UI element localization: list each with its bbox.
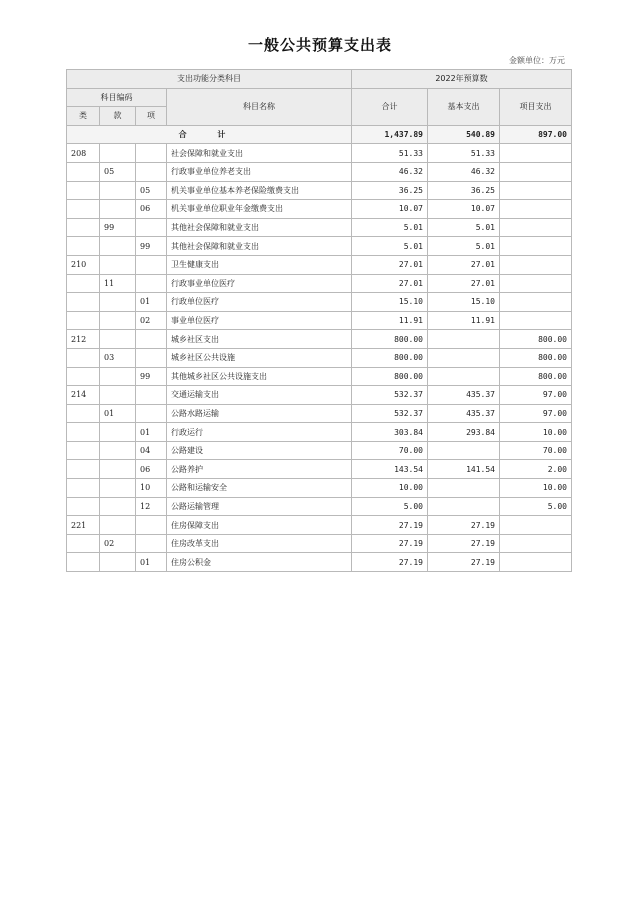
table-row: [67, 348, 572, 367]
cell-total: 27.01: [352, 274, 428, 293]
cell-lei: [67, 534, 100, 553]
cell-lei: [67, 200, 100, 219]
cell-project: 2.00: [500, 460, 572, 479]
cell-xiang: 04: [136, 441, 167, 460]
cell-xiang: 10: [136, 479, 167, 498]
table-body: [67, 125, 572, 571]
cell-name: 住房改革支出: [167, 534, 352, 553]
cell-name: 卫生健康支出: [167, 255, 352, 274]
cell-project: [500, 516, 572, 535]
cell-basic: 27.19: [428, 534, 500, 553]
cell-basic: 435.37: [428, 404, 500, 423]
cell-basic: 10.07: [428, 200, 500, 219]
table-row: [67, 516, 572, 535]
table-row: [67, 441, 572, 460]
cell-lei: 210: [67, 255, 100, 274]
cell-name: 行政单位医疗: [167, 293, 352, 312]
unit-label: 金额单位：万元: [509, 56, 565, 65]
table-row: [67, 497, 572, 516]
cell-basic: [428, 330, 500, 349]
cell-project: 800.00: [500, 348, 572, 367]
budget-table: [66, 69, 572, 572]
table-row: [67, 200, 572, 219]
header-kuan: 款: [100, 107, 136, 126]
cell-xiang: [136, 516, 167, 535]
cell-xiang: [136, 218, 167, 237]
cell-basic: 27.19: [428, 516, 500, 535]
cell-kuan: [100, 441, 136, 460]
cell-xiang: 99: [136, 367, 167, 386]
table-row: [67, 553, 572, 572]
cell-lei: [67, 497, 100, 516]
table-row: [67, 162, 572, 181]
cell-basic: [428, 348, 500, 367]
table-row: [67, 218, 572, 237]
cell-basic: 141.54: [428, 460, 500, 479]
cell-xiang: 05: [136, 181, 167, 200]
cell-kuan: [100, 497, 136, 516]
cell-project: [500, 255, 572, 274]
cell-total: 800.00: [352, 330, 428, 349]
cell-project: [500, 274, 572, 293]
cell-project: 5.00: [500, 497, 572, 516]
header-project: 项目支出: [500, 88, 572, 125]
cell-xiang: 01: [136, 293, 167, 312]
cell-total: 532.37: [352, 404, 428, 423]
cell-kuan: 02: [100, 534, 136, 553]
cell-total: 5.01: [352, 237, 428, 256]
cell-lei: [67, 404, 100, 423]
cell-total: 51.33: [352, 144, 428, 163]
cell-project: 97.00: [500, 386, 572, 405]
cell-name: 公路建设: [167, 441, 352, 460]
cell-basic: [428, 497, 500, 516]
cell-project: 10.00: [500, 423, 572, 442]
cell-kuan: [100, 516, 136, 535]
cell-xiang: [136, 162, 167, 181]
cell-lei: 221: [67, 516, 100, 535]
total-project: 897.00: [500, 125, 572, 144]
cell-project: [500, 162, 572, 181]
table-row: [67, 330, 572, 349]
cell-basic: 293.84: [428, 423, 500, 442]
total-basic: 540.89: [428, 125, 500, 144]
cell-lei: [67, 181, 100, 200]
cell-name: 行政运行: [167, 423, 352, 442]
cell-total: 303.84: [352, 423, 428, 442]
cell-kuan: [100, 200, 136, 219]
cell-name: 机关事业单位基本养老保险缴费支出: [167, 181, 352, 200]
cell-project: [500, 144, 572, 163]
table-row: [67, 274, 572, 293]
page-title: 一般公共预算支出表: [247, 36, 392, 54]
cell-lei: [67, 293, 100, 312]
cell-project: [500, 237, 572, 256]
table-row: [67, 404, 572, 423]
cell-xiang: 06: [136, 200, 167, 219]
cell-kuan: [100, 423, 136, 442]
cell-lei: 214: [67, 386, 100, 405]
cell-xiang: 99: [136, 237, 167, 256]
total-label: 合 计: [67, 125, 352, 144]
cell-basic: 51.33: [428, 144, 500, 163]
table-row: [67, 386, 572, 405]
table-row: [67, 311, 572, 330]
cell-lei: 208: [67, 144, 100, 163]
total-sum: 1,437.89: [352, 125, 428, 144]
cell-total: 800.00: [352, 348, 428, 367]
cell-xiang: [136, 330, 167, 349]
cell-xiang: [136, 386, 167, 405]
cell-name: 公路养护: [167, 460, 352, 479]
cell-name: 其他城乡社区公共设施支出: [167, 367, 352, 386]
cell-xiang: [136, 348, 167, 367]
cell-kuan: 99: [100, 218, 136, 237]
cell-kuan: 11: [100, 274, 136, 293]
cell-lei: [67, 218, 100, 237]
cell-project: [500, 200, 572, 219]
cell-total: 532.37: [352, 386, 428, 405]
cell-lei: [67, 460, 100, 479]
cell-project: 97.00: [500, 404, 572, 423]
cell-basic: 46.32: [428, 162, 500, 181]
cell-basic: 27.01: [428, 255, 500, 274]
cell-name: 住房保障支出: [167, 516, 352, 535]
table-row: [67, 460, 572, 479]
cell-project: [500, 553, 572, 572]
cell-total: 11.91: [352, 311, 428, 330]
cell-total: 27.01: [352, 255, 428, 274]
cell-name: 社会保障和就业支出: [167, 144, 352, 163]
cell-name: 公路水路运输: [167, 404, 352, 423]
cell-kuan: [100, 460, 136, 479]
cell-name: 事业单位医疗: [167, 311, 352, 330]
header-code: 科目编码: [67, 88, 167, 107]
cell-total: 800.00: [352, 367, 428, 386]
table-row: [67, 255, 572, 274]
cell-basic: 5.01: [428, 237, 500, 256]
cell-project: [500, 534, 572, 553]
cell-total: 27.19: [352, 516, 428, 535]
cell-xiang: [136, 274, 167, 293]
cell-lei: [67, 423, 100, 442]
total-row: [67, 125, 572, 144]
cell-total: 15.10: [352, 293, 428, 312]
cell-xiang: [136, 534, 167, 553]
header-lei: 类: [67, 107, 100, 126]
cell-project: 70.00: [500, 441, 572, 460]
cell-name: 行政事业单位医疗: [167, 274, 352, 293]
table-row: [67, 293, 572, 312]
cell-project: [500, 181, 572, 200]
cell-kuan: [100, 367, 136, 386]
cell-total: 27.19: [352, 534, 428, 553]
cell-total: 10.07: [352, 200, 428, 219]
cell-xiang: 12: [136, 497, 167, 516]
cell-name: 其他社会保障和就业支出: [167, 237, 352, 256]
cell-basic: 36.25: [428, 181, 500, 200]
cell-lei: [67, 237, 100, 256]
cell-lei: [67, 441, 100, 460]
cell-project: [500, 218, 572, 237]
table-row: [67, 479, 572, 498]
cell-kuan: [100, 330, 136, 349]
cell-kuan: [100, 311, 136, 330]
table-row: [67, 534, 572, 553]
cell-name: 住房公积金: [167, 553, 352, 572]
cell-kuan: [100, 181, 136, 200]
cell-kuan: [100, 293, 136, 312]
cell-name: 城乡社区公共设施: [167, 348, 352, 367]
cell-lei: [67, 311, 100, 330]
header-total: 合计: [352, 88, 428, 125]
table-row: [67, 144, 572, 163]
cell-name: 交通运输支出: [167, 386, 352, 405]
cell-project: [500, 293, 572, 312]
cell-project: [500, 311, 572, 330]
header-budget-year: 2022年预算数: [352, 70, 572, 89]
cell-lei: [67, 367, 100, 386]
header-basic: 基本支出: [428, 88, 500, 125]
header-name: 科目名称: [167, 88, 352, 125]
cell-total: 5.01: [352, 218, 428, 237]
table-row: [67, 237, 572, 256]
cell-name: 公路运输管理: [167, 497, 352, 516]
cell-name: 机关事业单位职业年金缴费支出: [167, 200, 352, 219]
cell-xiang: [136, 404, 167, 423]
cell-total: 143.54: [352, 460, 428, 479]
cell-name: 城乡社区支出: [167, 330, 352, 349]
cell-kuan: [100, 386, 136, 405]
cell-kuan: 03: [100, 348, 136, 367]
cell-basic: 15.10: [428, 293, 500, 312]
cell-name: 行政事业单位养老支出: [167, 162, 352, 181]
table-header: [67, 70, 572, 126]
cell-kuan: 05: [100, 162, 136, 181]
cell-total: 27.19: [352, 553, 428, 572]
cell-total: 70.00: [352, 441, 428, 460]
header-func-class: 支出功能分类科目: [67, 70, 352, 89]
cell-name: 其他社会保障和就业支出: [167, 218, 352, 237]
cell-lei: [67, 553, 100, 572]
cell-kuan: [100, 479, 136, 498]
cell-project: 800.00: [500, 367, 572, 386]
cell-basic: 27.01: [428, 274, 500, 293]
cell-xiang: [136, 255, 167, 274]
header-xiang: 项: [136, 107, 167, 126]
cell-xiang: 02: [136, 311, 167, 330]
cell-basic: 5.01: [428, 218, 500, 237]
cell-lei: [67, 348, 100, 367]
cell-lei: 212: [67, 330, 100, 349]
cell-lei: [67, 274, 100, 293]
cell-basic: [428, 367, 500, 386]
cell-basic: [428, 479, 500, 498]
cell-total: 5.00: [352, 497, 428, 516]
cell-project: 10.00: [500, 479, 572, 498]
cell-kuan: [100, 553, 136, 572]
cell-xiang: 06: [136, 460, 167, 479]
cell-lei: [67, 479, 100, 498]
cell-name: 公路和运输安全: [167, 479, 352, 498]
cell-xiang: 01: [136, 553, 167, 572]
cell-total: 10.00: [352, 479, 428, 498]
cell-kuan: 01: [100, 404, 136, 423]
cell-basic: 435.37: [428, 386, 500, 405]
cell-basic: [428, 441, 500, 460]
cell-total: 46.32: [352, 162, 428, 181]
cell-kuan: [100, 255, 136, 274]
table-row: [67, 367, 572, 386]
table-row: [67, 423, 572, 442]
cell-total: 36.25: [352, 181, 428, 200]
cell-basic: 27.19: [428, 553, 500, 572]
table-row: [67, 181, 572, 200]
cell-xiang: 01: [136, 423, 167, 442]
cell-basic: 11.91: [428, 311, 500, 330]
cell-kuan: [100, 237, 136, 256]
cell-project: 800.00: [500, 330, 572, 349]
cell-lei: [67, 162, 100, 181]
cell-xiang: [136, 144, 167, 163]
cell-kuan: [100, 144, 136, 163]
